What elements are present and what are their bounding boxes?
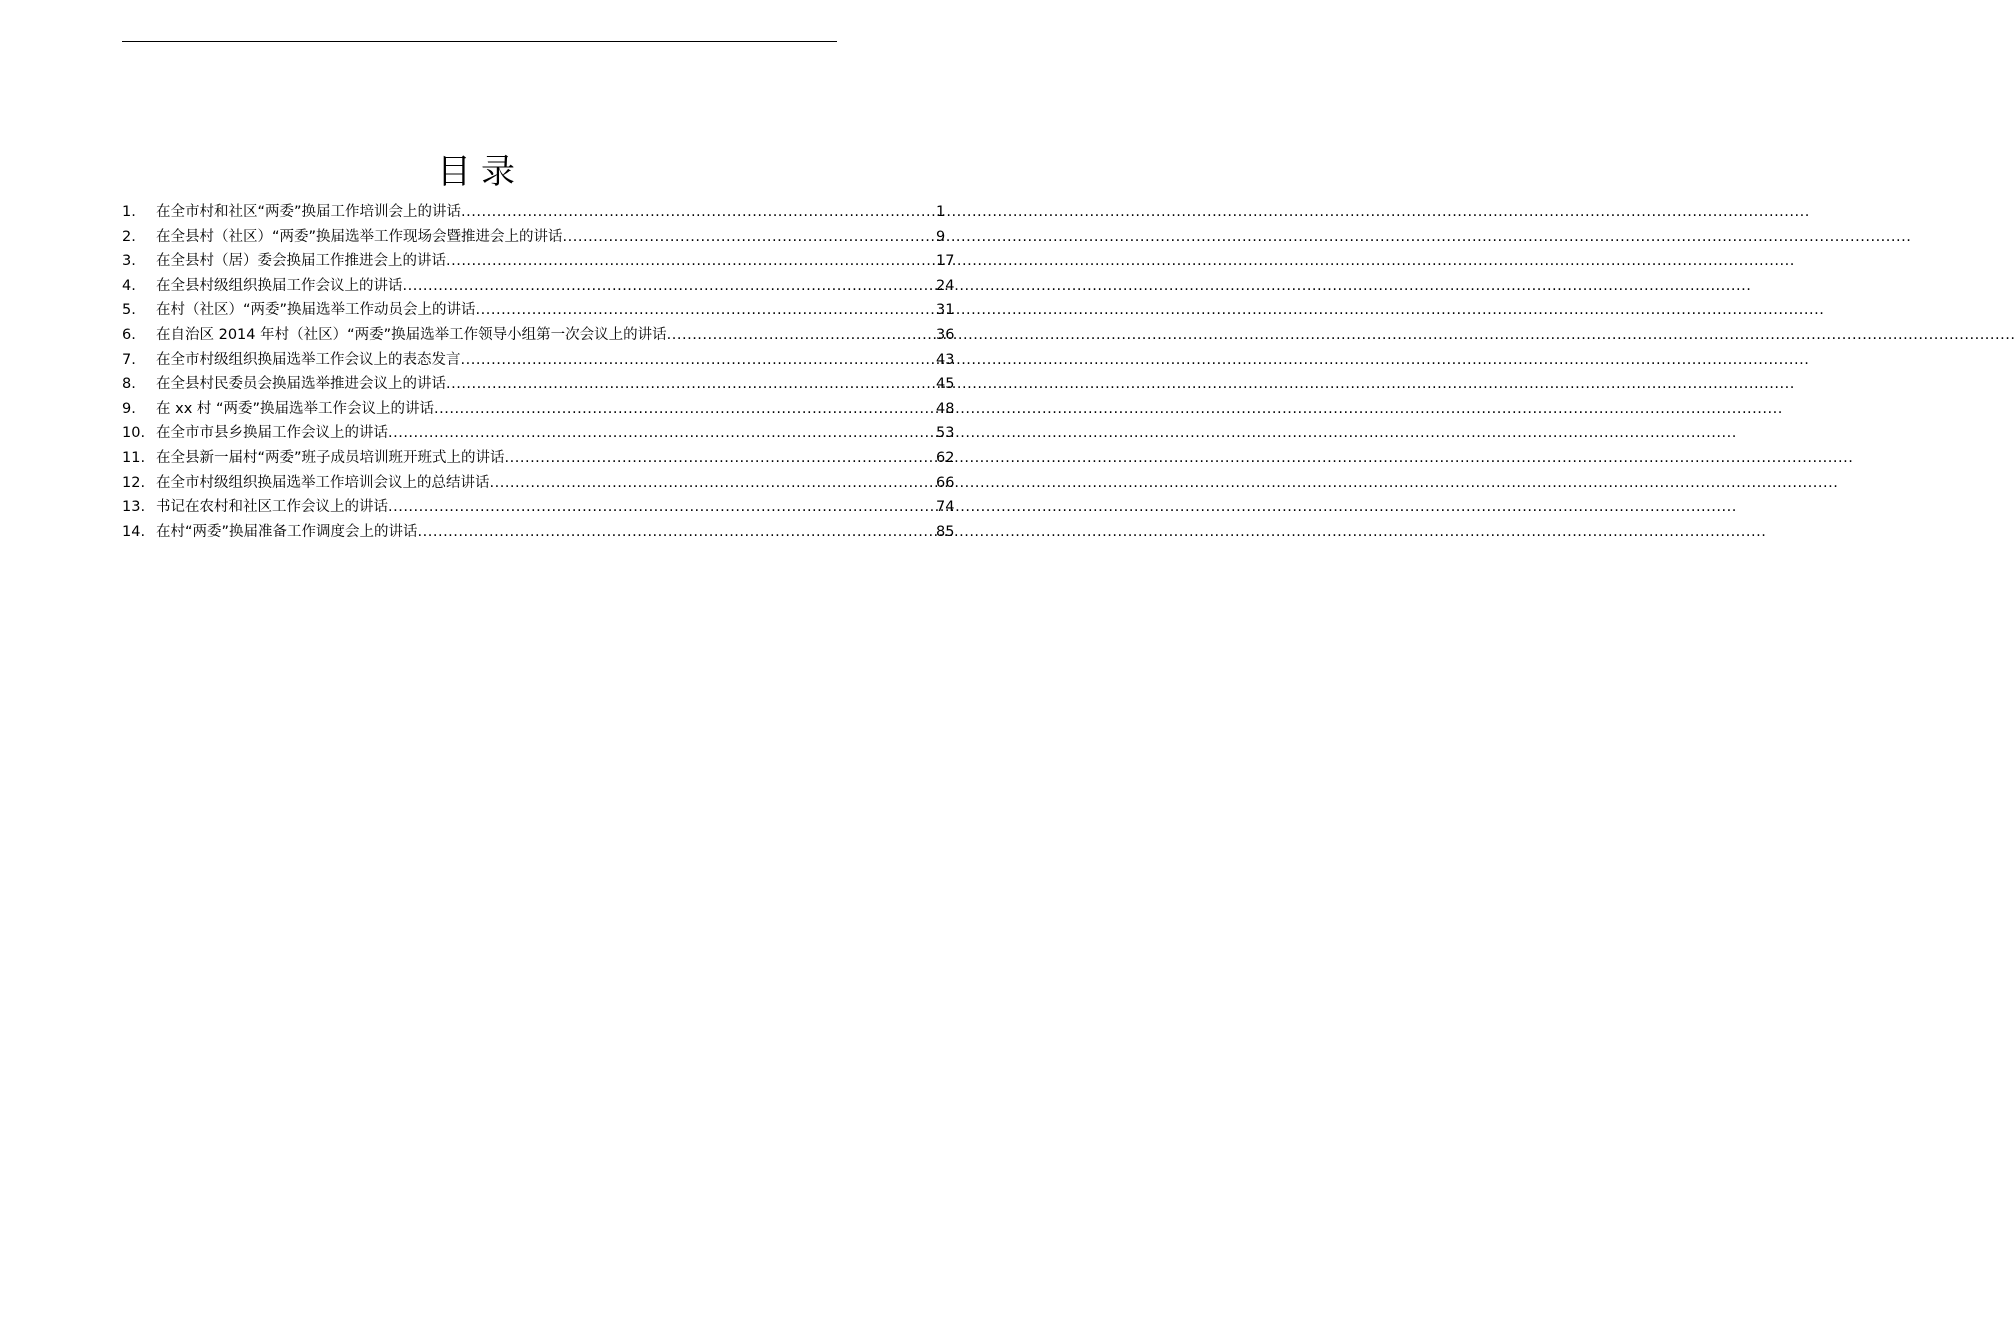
- toc-entry-number: 13.: [122, 499, 146, 516]
- toc-dot-leader: [476, 298, 936, 323]
- toc-entry: [122, 421, 955, 446]
- toc-entry-title: 书记在农村和社区工作会议上的讲话: [156, 499, 388, 516]
- toc-dot-leader: [446, 249, 936, 274]
- toc-entry-page: 17: [936, 253, 955, 270]
- toc-entry-page: 31: [936, 302, 955, 319]
- toc-entry-number: 14.: [122, 523, 146, 540]
- toc-entry-title: 在全县村（社区）“两委”换届选举工作现场会暨推进会上的讲话: [156, 228, 563, 245]
- toc-entry-number: 11.: [122, 449, 146, 466]
- toc-entry-page: 66: [936, 474, 955, 491]
- toc-entry: [122, 323, 955, 348]
- toc-dot-leader: [490, 471, 937, 496]
- toc-entry-number: 9.: [122, 400, 136, 417]
- toc-dot-leader: [388, 495, 936, 520]
- toc-entry-page: 85: [936, 523, 955, 540]
- header-rule: [122, 41, 837, 42]
- toc-entry: [122, 225, 950, 250]
- toc-dot-leader: [434, 397, 936, 422]
- toc-title: 目录: [437, 152, 525, 192]
- toc-entry-page: 1: [936, 204, 946, 220]
- toc-entry: [122, 348, 955, 373]
- toc-entry: [122, 274, 955, 299]
- toc-entry: [122, 200, 950, 225]
- toc-entry-page: 74: [936, 499, 955, 516]
- toc-entry-number: 7.: [122, 351, 136, 368]
- toc-entry-page: 9: [936, 228, 946, 245]
- toc-dot-leader: [403, 274, 937, 299]
- toc-entry-page: 43: [936, 351, 955, 368]
- toc-entry-number: 1.: [122, 204, 136, 220]
- toc-dot-leader: [667, 323, 936, 348]
- toc-entry-title: 在全县村民委员会换届选举推进会议上的讲话: [156, 376, 446, 393]
- toc-entry-page: 24: [936, 277, 955, 294]
- toc-dot-leader: [505, 446, 936, 471]
- toc-entry-number: 8.: [122, 376, 136, 393]
- toc-entry-title: 在村（社区）“两委”换届选举工作动员会上的讲话: [156, 302, 476, 319]
- toc-entry-title: 在全县村（居）委会换届工作推进会上的讲话: [156, 253, 446, 270]
- toc-entry-page: 45: [936, 376, 955, 393]
- toc-entry: [122, 446, 955, 471]
- toc-entry: [122, 372, 955, 397]
- toc-entry: [122, 520, 955, 545]
- toc-entry: [122, 249, 955, 274]
- toc-dot-leader: [461, 200, 936, 225]
- toc-entry-title: 在自治区 2014 年村（社区）“两委”换届选举工作领导小组第一次会议上的讲话: [156, 326, 667, 343]
- toc-entry-title: 在全县新一届村“两委”班子成员培训班开班式上的讲话: [156, 449, 505, 466]
- toc-dot-leader: [446, 372, 936, 397]
- toc-dot-leader: [388, 421, 936, 446]
- toc-entry-title: 在全市村级组织换届选举工作培训会议上的总结讲话: [156, 474, 490, 491]
- toc-entry-page: 48: [936, 400, 955, 417]
- toc-list: [122, 200, 955, 544]
- toc-entry-page: 36: [936, 326, 955, 343]
- toc-entry-number: 10.: [122, 425, 146, 442]
- toc-entry: [122, 495, 955, 520]
- toc-entry: [122, 298, 955, 323]
- toc-dot-leader: [461, 348, 937, 373]
- toc-entry-title: 在 xx 村 “两委”换届选举工作会议上的讲话: [156, 400, 435, 417]
- toc-entry-title: 在全市村和社区“两委”换届工作培训会上的讲话: [156, 204, 462, 220]
- toc-entry-title: 在全市村级组织换届选举工作会议上的表态发言: [156, 351, 461, 368]
- toc-entry-title: 在村“两委”换届准备工作调度会上的讲话: [156, 523, 418, 540]
- toc-entry: [122, 397, 955, 422]
- toc-entry-number: 12.: [122, 474, 146, 491]
- toc-entry-title: 在全县村级组织换届工作会议上的讲话: [156, 277, 403, 294]
- toc-entry-number: 4.: [122, 277, 136, 294]
- toc-entry-number: 2.: [122, 228, 136, 245]
- toc-dot-leader: [418, 520, 936, 545]
- toc-entry-number: 6.: [122, 326, 136, 343]
- toc-entry-number: 5.: [122, 302, 136, 319]
- toc-entry-number: 3.: [122, 253, 136, 270]
- toc-entry-title: 在全市市县乡换届工作会议上的讲话: [156, 425, 388, 442]
- toc-entry-page: 53: [936, 425, 955, 442]
- toc-entry: [122, 471, 955, 496]
- toc-entry-page: 62: [936, 449, 955, 466]
- toc-dot-leader: [563, 225, 936, 250]
